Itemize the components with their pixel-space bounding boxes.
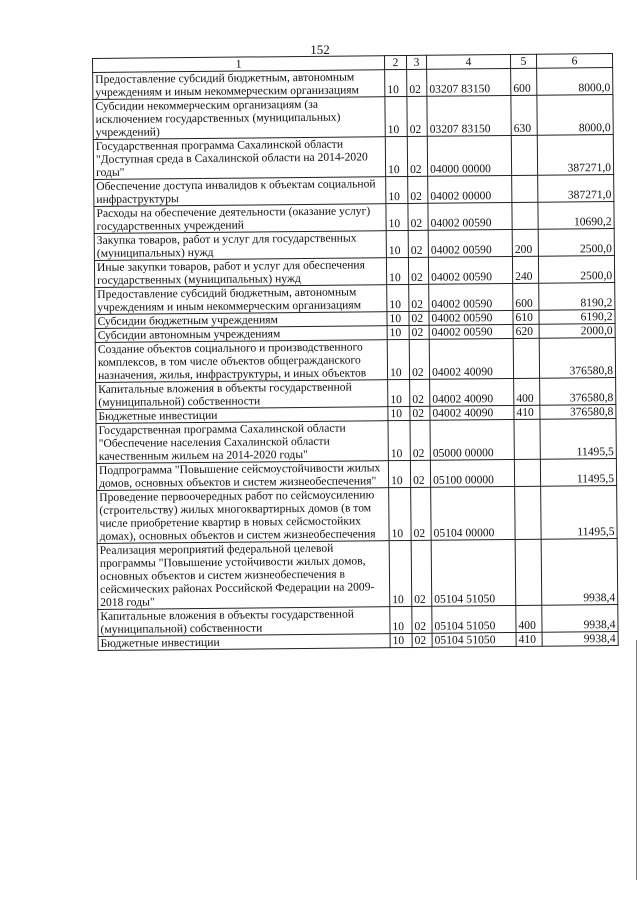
row-name-cell: Подпрограмма "Повышение сейсмоустойчивости жилых домов, основных объектов и систем жизнеобеспечения" bbox=[96, 461, 388, 491]
target-article-cell: 04002 00590 bbox=[428, 229, 512, 257]
table-row bbox=[95, 337, 615, 382]
section-cell: 10 bbox=[388, 406, 410, 420]
row-name-cell: Реализация мероприятий федеральной целевой программы "Повышение устойчивости жилых домов, основных объектов и систем жизнеобеспечения в сейсмических районах Российской Федерации на 2009-2018 годы" bbox=[97, 541, 390, 610]
subsection-cell: 02 bbox=[410, 460, 430, 487]
section-cell: 10 bbox=[387, 284, 409, 311]
subsection-cell: 02 bbox=[410, 420, 430, 460]
expense-type-cell bbox=[514, 419, 540, 459]
row-name-cell: Субсидии некоммерческим организациям (за исключением государственных (муниципальных) учреждений) bbox=[93, 97, 385, 140]
table-row bbox=[97, 485, 617, 543]
amount-cell: 376580,8 bbox=[540, 404, 616, 419]
amount-cell: 10690,2 bbox=[538, 201, 614, 229]
column-header: 1 bbox=[93, 56, 385, 73]
amount-cell: 2000,0 bbox=[539, 323, 615, 338]
expense-type-cell bbox=[515, 486, 542, 539]
row-name-cell: Бюджетные инвестиции bbox=[96, 407, 388, 424]
table-body bbox=[93, 68, 619, 651]
subsection-cell: 02 bbox=[408, 230, 428, 257]
target-article-cell: 03207 83150 bbox=[427, 68, 511, 96]
section-cell: 10 bbox=[388, 420, 410, 460]
section-cell: 10 bbox=[385, 69, 407, 96]
budget-table bbox=[92, 53, 619, 651]
row-name-cell: Обеспечение доступа инвалидов к объектам социальной инфраструктуры bbox=[94, 177, 386, 207]
amount-cell: 376580,8 bbox=[540, 377, 616, 405]
subsection-cell: 02 bbox=[409, 339, 429, 379]
amount-cell: 11495,5 bbox=[541, 485, 618, 539]
page-number: 152 bbox=[310, 42, 330, 57]
section-cell: 10 bbox=[386, 176, 408, 203]
row-name-cell: Капитальные вложения в объекты государственной (муниципальной) собственности bbox=[96, 380, 388, 410]
expense-type-cell bbox=[512, 202, 538, 229]
expense-type-cell bbox=[515, 539, 542, 605]
section-cell: 10 bbox=[389, 540, 412, 606]
section-cell: 10 bbox=[387, 339, 409, 379]
expense-type-cell: 400 bbox=[516, 605, 542, 632]
expense-type-cell: 410 bbox=[516, 632, 542, 646]
amount-cell: 2500,0 bbox=[538, 255, 614, 283]
section-cell: 10 bbox=[387, 311, 409, 325]
row-name-cell: Проведение первоочередных работ по сейсмоусилению (строительству) жилых многоквартирных домов (в том числе приобретение квартир в новых сейсмостойких домах), основных объектов и систем жизнеобеспечения bbox=[97, 488, 389, 544]
subsection-cell: 02 bbox=[409, 284, 429, 311]
target-article-cell: 04002 00590 bbox=[429, 283, 513, 311]
expense-type-cell: 200 bbox=[512, 229, 538, 256]
target-article-cell: 04000 00000 bbox=[427, 135, 511, 176]
amount-cell: 387271,0 bbox=[537, 134, 613, 175]
table-row bbox=[96, 418, 616, 463]
amount-cell: 9938,4 bbox=[542, 604, 618, 632]
table-row bbox=[93, 134, 613, 179]
subsection-cell: 02 bbox=[411, 487, 432, 540]
table-row bbox=[93, 95, 613, 140]
section-cell: 10 bbox=[386, 257, 408, 284]
subsection-cell: 02 bbox=[407, 96, 427, 136]
target-article-cell: 04002 00000 bbox=[428, 175, 512, 203]
expense-type-cell: 620 bbox=[513, 324, 539, 338]
row-name-cell: Государственная программа Сахалинской области "Доступная среда в Сахалинской области на 2014-2020 годы" bbox=[93, 137, 385, 180]
amount-cell: 376580,8 bbox=[539, 337, 615, 378]
scan-edge-mark bbox=[636, 640, 637, 880]
amount-cell: 387271,0 bbox=[538, 174, 614, 202]
expense-type-cell: 240 bbox=[512, 256, 538, 283]
subsection-cell: 02 bbox=[408, 176, 428, 203]
amount-cell: 8190,2 bbox=[539, 282, 615, 310]
section-cell: 10 bbox=[390, 633, 412, 647]
target-article-cell: 05104 00000 bbox=[431, 486, 516, 540]
expense-type-cell bbox=[514, 459, 540, 486]
subsection-cell: 02 bbox=[412, 633, 432, 647]
target-article-cell: 04002 00590 bbox=[429, 324, 513, 339]
subsection-cell: 02 bbox=[410, 379, 430, 406]
expense-type-cell: 410 bbox=[514, 405, 540, 419]
amount-cell: 2500,0 bbox=[538, 228, 614, 256]
column-header: 6 bbox=[536, 54, 612, 69]
section-cell: 10 bbox=[386, 203, 408, 230]
target-article-cell: 04002 00590 bbox=[429, 310, 513, 325]
amount-cell: 8000,0 bbox=[537, 68, 613, 96]
target-article-cell: 04002 40090 bbox=[430, 378, 514, 406]
row-name-cell: Расходы на обеспечение деятельности (оказание услуг) государственных учреждений bbox=[94, 204, 386, 234]
target-article-cell: 04002 00590 bbox=[428, 202, 512, 230]
column-header: 3 bbox=[406, 55, 426, 69]
budget-table-sheet bbox=[92, 53, 619, 651]
subsection-cell: 02 bbox=[408, 257, 428, 284]
row-name-cell: Капитальные вложения в объекты государственной (муниципальной) собственности bbox=[98, 607, 390, 637]
target-article-cell: 05100 00000 bbox=[430, 459, 514, 487]
section-cell: 10 bbox=[390, 606, 412, 633]
section-cell: 10 bbox=[389, 487, 412, 540]
row-name-cell: Предоставление субсидий бюджетным, автономным учреждениям и иным некоммерческим организациям bbox=[95, 285, 387, 315]
table-row bbox=[97, 538, 618, 609]
section-cell: 10 bbox=[386, 230, 408, 257]
subsection-cell: 02 bbox=[409, 325, 429, 339]
section-cell: 10 bbox=[388, 379, 410, 406]
amount-cell: 8000,0 bbox=[537, 95, 613, 136]
column-header: 4 bbox=[426, 54, 510, 69]
column-header: 5 bbox=[510, 54, 536, 68]
row-name-cell: Субсидии автономным учреждениям bbox=[95, 326, 387, 343]
target-article-cell: 05000 00000 bbox=[430, 419, 514, 460]
expense-type-cell bbox=[513, 338, 539, 378]
expense-type-cell: 600 bbox=[513, 283, 539, 310]
subsection-cell: 02 bbox=[409, 311, 429, 325]
target-article-cell: 04002 00590 bbox=[428, 256, 512, 284]
amount-cell: 11495,5 bbox=[540, 418, 616, 459]
amount-cell: 9938,4 bbox=[542, 631, 618, 646]
expense-type-cell: 630 bbox=[511, 95, 537, 135]
row-name-cell: Закупка товаров, работ и услуг для государственных (муниципальных) нужд bbox=[94, 231, 386, 261]
target-article-cell: 04002 40090 bbox=[429, 338, 513, 379]
amount-cell: 11495,5 bbox=[540, 458, 616, 486]
target-article-cell: 04002 40090 bbox=[430, 405, 514, 420]
row-name-cell: Иные закупки товаров, работ и услуг для обеспечения государственных (муниципальных) нужд bbox=[94, 258, 386, 288]
row-name-cell: Государственная программа Сахалинской области "Обеспечение населения Сахалинской области качественным жильем на 2014-2020 годы" bbox=[96, 421, 388, 464]
row-name-cell: Предоставление субсидий бюджетным, автономным учреждениям и иным некоммерческим организациям bbox=[93, 70, 385, 100]
section-cell: 10 bbox=[385, 136, 407, 176]
subsection-cell: 02 bbox=[411, 540, 432, 606]
row-name-cell: Субсидии бюджетным учреждениям bbox=[95, 312, 387, 329]
target-article-cell: 03207 83150 bbox=[427, 95, 511, 136]
row-name-cell: Бюджетные инвестиции bbox=[98, 634, 390, 651]
amount-cell: 6190,2 bbox=[539, 309, 615, 324]
target-article-cell: 05104 51050 bbox=[431, 539, 516, 606]
expense-type-cell: 600 bbox=[511, 68, 537, 95]
row-name-cell: Создание объектов социального и производственного комплексов, в том числе объектов общегражданского назначения, жилья, инфраструктуры, и иных объектов bbox=[95, 340, 387, 383]
expense-type-cell bbox=[512, 175, 538, 202]
section-cell: 10 bbox=[387, 325, 409, 339]
subsection-cell: 02 bbox=[407, 136, 427, 176]
subsection-cell: 02 bbox=[407, 69, 427, 96]
subsection-cell: 02 bbox=[408, 203, 428, 230]
section-cell: 10 bbox=[388, 460, 410, 487]
expense-type-cell bbox=[511, 135, 537, 175]
subsection-cell: 02 bbox=[410, 406, 430, 420]
expense-type-cell: 400 bbox=[514, 378, 540, 405]
subsection-cell: 02 bbox=[412, 606, 432, 633]
section-cell: 10 bbox=[385, 96, 407, 136]
target-article-cell: 05104 51050 bbox=[432, 605, 516, 633]
amount-cell: 9938,4 bbox=[541, 538, 618, 605]
target-article-cell: 05104 51050 bbox=[432, 632, 516, 647]
column-header: 2 bbox=[384, 55, 406, 69]
expense-type-cell: 610 bbox=[513, 310, 539, 324]
